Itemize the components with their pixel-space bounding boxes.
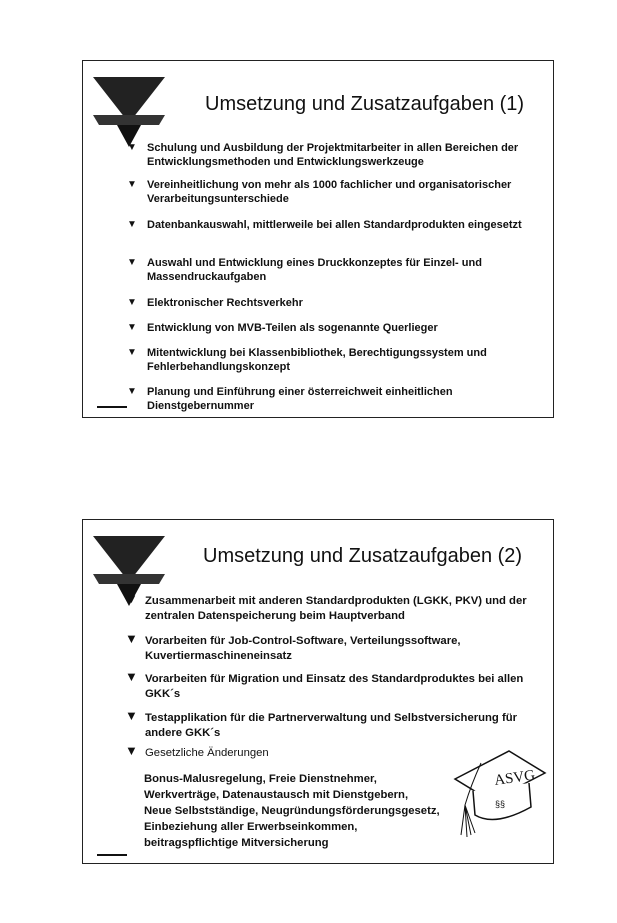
triangle-down-icon: ▼: [127, 219, 137, 230]
slide-2: Umsetzung und Zusatzaufgaben (2) ▼ Zusammenarbeit mit anderen Standardprodukten (LGKK, PKV) und der zentralen Datenspeicherung beim Hauptverband ▼ Vorarbeiten für Job-Control-Software, Verteilungssoftware, Kuvertiermaschineneinsatz ▼ Vorarbeiten für Migration und Einsatz des Standardproduktes bei allen GKK´s ▼ Testapplikation für die Partnerverwaltung und Selbstversicherung für andere GKK´s ▼ Gesetzliche Änderungen Bonus-Malusregelung, Freie Dienstnehmer, Werkverträge, Datenaustausch mit Dienstgebern, Neue Selbstständige, Neugründungsförderungsgesetz, Einbeziehung aller Erwerbseinkommen, beitragspflichtige Mitversicherung ASVG §§: [82, 519, 554, 864]
slide-title: Umsetzung und Zusatzaufgaben (1): [205, 93, 525, 115]
triangle-down-icon: ▼: [125, 591, 138, 606]
graduation-cap-asvg-logo-icon: [451, 745, 547, 845]
sub-line: Einbeziehung aller Erwerbseinkommen,: [144, 821, 358, 833]
triangle-down-icon: ▼: [127, 322, 137, 333]
svg-text:§§: §§: [495, 799, 506, 809]
triangle-down-icon: ▼: [127, 386, 137, 397]
sub-line: Werkverträge, Datenaustausch mit Dienstgebern,: [144, 789, 409, 801]
sub-list: [144, 771, 464, 851]
sub-line: Neue Selbstständige, Neugründungsförderungsgesetz,: [144, 805, 440, 817]
divider: [97, 854, 127, 856]
triangle-down-icon: ▼: [125, 743, 138, 758]
triangle-down-icon: ▼: [125, 669, 138, 684]
triangle-down-icon: ▼: [127, 297, 137, 308]
triangle-down-icon: ▼: [127, 142, 137, 153]
svg-text:ASVG: ASVG: [493, 767, 537, 789]
triangle-down-icon: ▼: [127, 179, 137, 190]
slide-1: Umsetzung und Zusatzaufgaben (1) ▼ Schulung und Ausbildung der Projektmitarbeiter in allen Bereichen der Entwicklungsmethoden und Entwicklungswerkzeuge ▼ Vereinheitlichung von mehr als 1000 fachlicher und organisatorischer Verarbeitungsunterschiede ▼ Datenbankauswahl, mittlerweile bei allen Standardprodukten eingesetzt ▼ Auswahl und Entwicklung eines Druckkonzeptes für Einzel- und Massendruckaufgaben ▼ Elektronischer Rechtsverkehr ▼ Entwicklung von MVB-Teilen als sogenannte Querlieger ▼ Mitentwicklung bei Klassenbibliothek, Berechtigungssystem und Fehlerbehandlungskonzept ▼ Planung und Einführung einer österreichweit einheitlichen Dienstgebernummer: [82, 60, 554, 418]
triangle-down-icon: ▼: [127, 257, 137, 268]
logo-icon: [89, 75, 169, 147]
divider: [97, 406, 127, 408]
slide-title: Umsetzung und Zusatzaufgaben (2): [203, 545, 523, 567]
triangle-down-icon: ▼: [125, 708, 138, 723]
sub-line: Bonus-Malusregelung, Freie Dienstnehmer,: [144, 773, 377, 785]
triangle-down-icon: ▼: [127, 347, 137, 358]
sub-line: beitragspflichtige Mitversicherung: [144, 837, 329, 849]
triangle-down-icon: ▼: [125, 631, 138, 646]
